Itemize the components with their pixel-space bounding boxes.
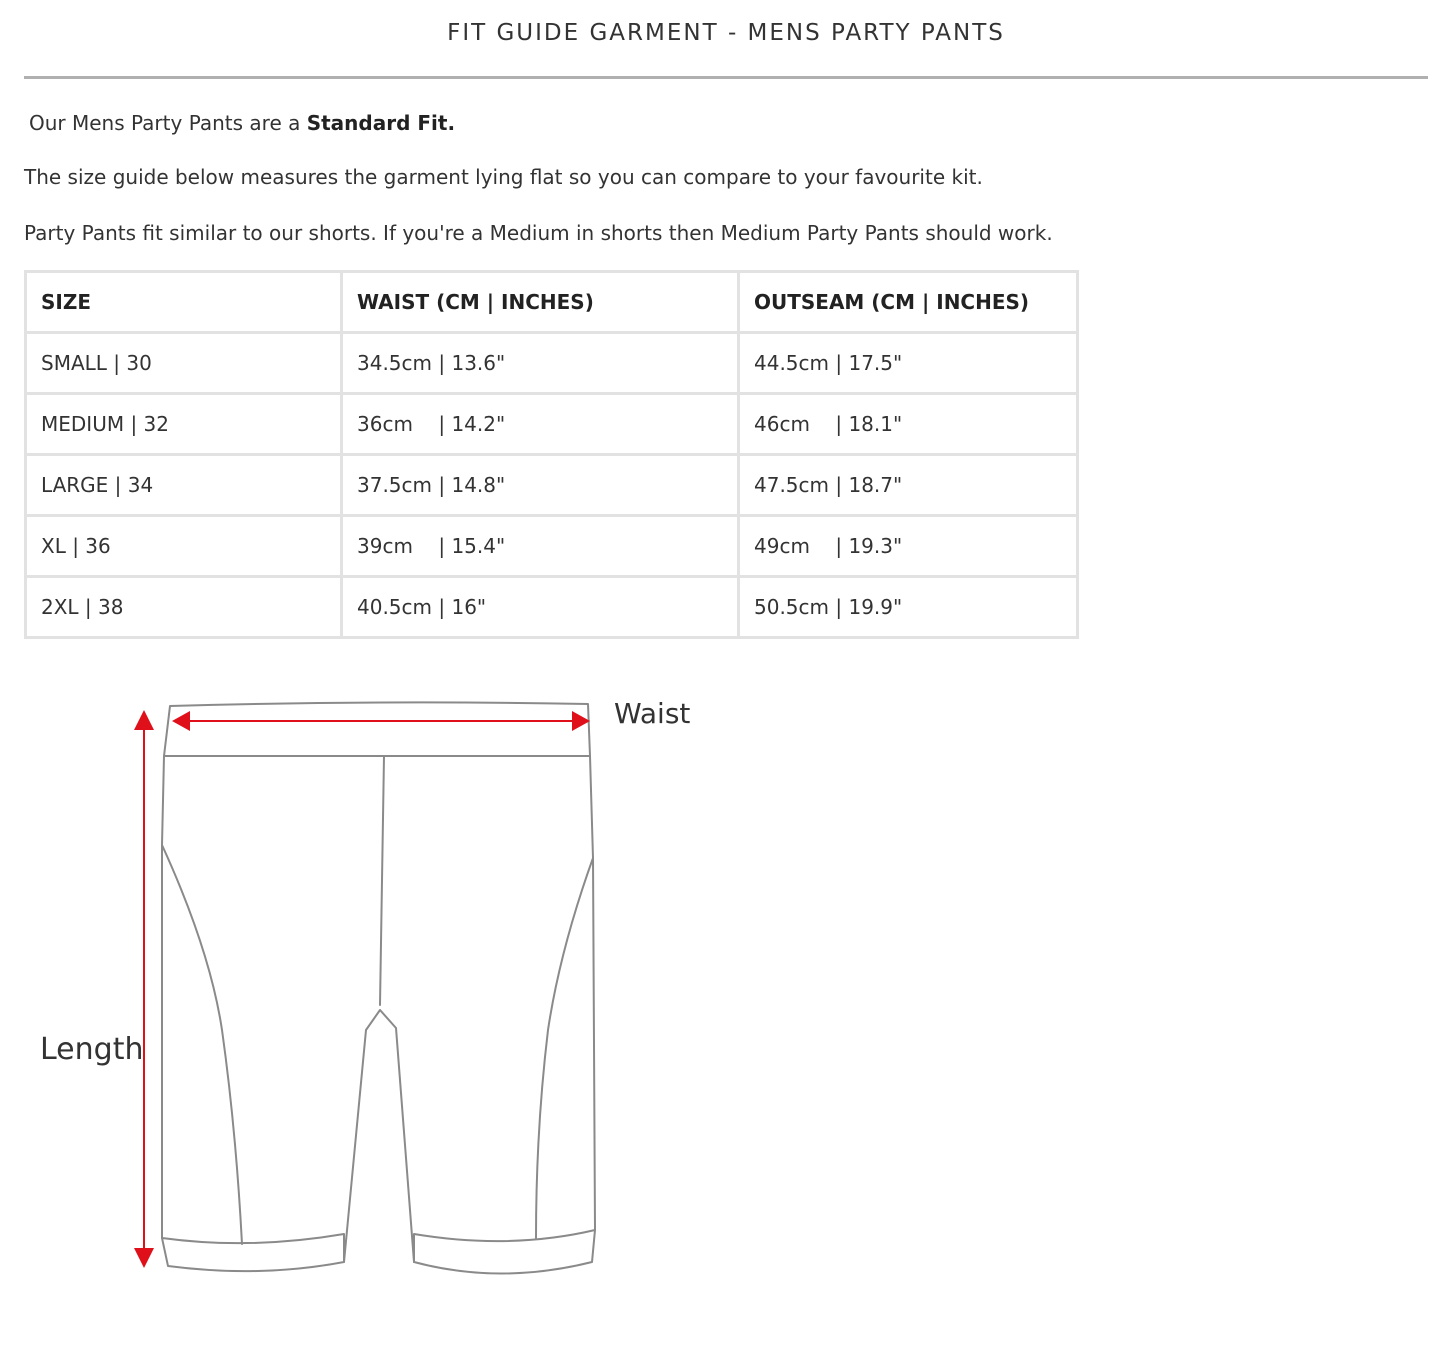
header-size: SIZE	[26, 272, 342, 333]
cell-waist: 36cm | 14.2"	[342, 394, 739, 455]
left-side-seam	[162, 845, 242, 1244]
cell-size: LARGE | 34	[26, 455, 342, 516]
cell-waist: 34.5cm | 13.6"	[342, 333, 739, 394]
waist-label: Waist	[614, 697, 691, 730]
right-side-seam	[536, 858, 593, 1238]
cell-size: SMALL | 30	[26, 333, 342, 394]
center-seam	[380, 756, 384, 1005]
title-divider	[24, 76, 1428, 79]
cell-outseam: 44.5cm | 17.5"	[739, 333, 1078, 394]
table-row	[26, 516, 1078, 577]
intro-fit-line	[29, 111, 455, 135]
intro-fit-prefix: Our Mens Party Pants are a	[29, 111, 307, 135]
length-arrow	[134, 710, 154, 1268]
cell-outseam: 50.5cm | 19.9"	[739, 577, 1078, 638]
table-row	[26, 333, 1078, 394]
cell-size: 2XL | 38	[26, 577, 342, 638]
pants-diagram	[0, 680, 720, 1300]
table-row	[26, 394, 1078, 455]
cell-size: MEDIUM | 32	[26, 394, 342, 455]
cell-size: XL | 36	[26, 516, 342, 577]
header-outseam: OUTSEAM (CM | INCHES)	[739, 272, 1078, 333]
cell-outseam: 47.5cm | 18.7"	[739, 455, 1078, 516]
cell-waist: 40.5cm | 16"	[342, 577, 739, 638]
waist-arrow-right-head	[572, 711, 590, 731]
intro-fit-bold: Standard Fit.	[306, 111, 456, 135]
table-row	[26, 455, 1078, 516]
waist-arrow-left-head	[172, 711, 190, 731]
length-label: Length	[40, 1032, 144, 1067]
cell-outseam: 46cm | 18.1"	[739, 394, 1078, 455]
intro-measure-line: The size guide below measures the garment lying flat so you can compare to your favourite kit.	[24, 165, 983, 189]
right-cuff	[414, 1230, 595, 1274]
length-arrow-bottom-head	[134, 1248, 154, 1268]
right-side-outline	[590, 756, 595, 1230]
table-row	[26, 577, 1078, 638]
cell-waist: 39cm | 15.4"	[342, 516, 739, 577]
cell-waist: 37.5cm | 14.8"	[342, 455, 739, 516]
page-title: FIT GUIDE GARMENT - MENS PARTY PANTS	[447, 20, 1005, 46]
cell-outseam: 49cm | 19.3"	[739, 516, 1078, 577]
waist-arrow	[172, 711, 590, 731]
length-arrow-top-head	[134, 710, 154, 730]
waistband-outline	[164, 702, 590, 756]
left-cuff	[162, 1234, 344, 1271]
table-header-row	[26, 272, 1078, 333]
header-waist: WAIST (CM | INCHES)	[342, 272, 739, 333]
size-table	[24, 270, 1079, 639]
intro-shorts-line: Party Pants fit similar to our shorts. If you're a Medium in shorts then Medium Party Pants should work.	[24, 221, 1053, 245]
left-side-outline	[162, 756, 164, 1238]
pants-outline	[162, 702, 595, 1273]
crotch-inseam	[344, 1010, 414, 1262]
